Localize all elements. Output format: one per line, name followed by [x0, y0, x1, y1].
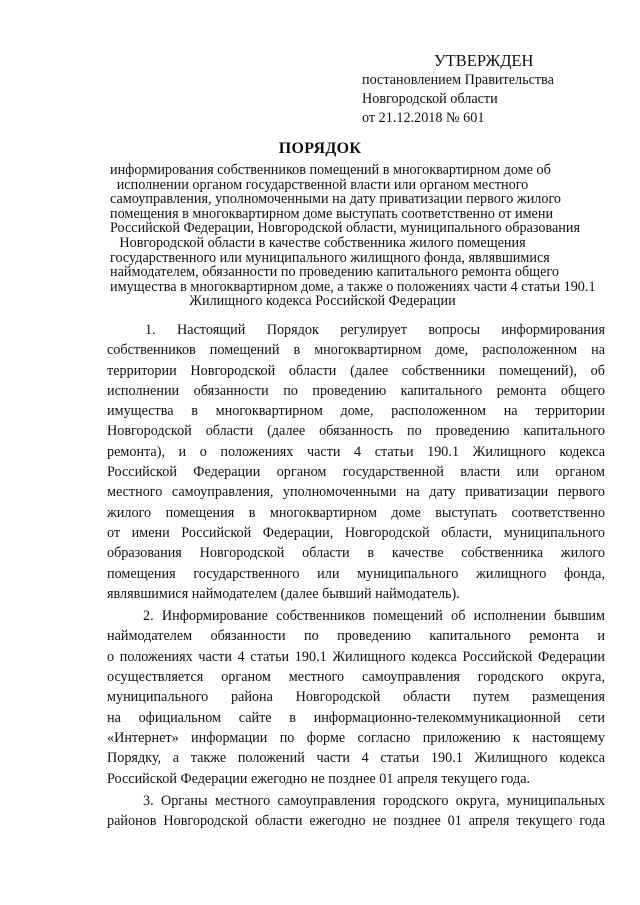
text-line: образования Новгородской области в качестве собственника жилого [107, 545, 605, 562]
text-line: помещения государственного или муниципального жилищного фонда, [107, 565, 605, 582]
text-line: 1. Настоящий Порядок регулирует вопросы информирования [145, 322, 605, 338]
document-body [107, 320, 605, 831]
document-subtitle [110, 162, 596, 310]
text-line: собственников помещений в многоквартирном доме, расположенном на [107, 342, 605, 359]
approval-line: постановлением Правительства [362, 72, 554, 88]
subtitle-line: Новгородской области в качестве собственника жилого помещения [119, 234, 526, 251]
text-line: Порядку, а также положений части 4 статьи 190.1 Жилищного кодекса [107, 750, 605, 767]
text-line: территории Новгородской области (далее собственники помещений), об [107, 362, 605, 379]
text-line: районов Новгородской области ежегодно не позднее 01 апреля текущего года [107, 813, 605, 830]
text-line: осуществляется органом местного самоуправления городского округа, [107, 669, 605, 686]
paragraph-3 [107, 791, 605, 832]
text-line: ремонта), и о положениях части 4 статьи 190.1 Жилищного кодекса [107, 443, 605, 460]
subtitle-line: исполнении органом государственной власти или органом местного [116, 176, 529, 193]
paragraph-2 [107, 606, 605, 789]
text-line: имущества в многоквартирном доме, расположенном на территории [107, 403, 605, 420]
approval-stamp [362, 50, 612, 128]
text-line: местного самоуправления, уполномоченными на дату приватизации первого [107, 484, 605, 501]
text-line: исполнении обязанности по проведению капитального ремонта общего [107, 382, 605, 399]
subtitle-line: имущества в многоквартирном доме, а также о положениях части 4 статьи 190.1 [110, 278, 596, 295]
approval-title: УТВЕРЖДЕН [434, 51, 534, 70]
text-line: 2. Информирование собственников помещений об исполнении бывшим [143, 608, 605, 625]
text-line: наймодателем обязанности по проведению капитального ремонта и [107, 628, 605, 645]
text-line: Российской Федерации ежегодно не позднее 01 апреля текущего года. [107, 770, 531, 787]
text-line: «Интернет» информации по форме согласно приложению к настоящему [107, 729, 605, 746]
text-line: 3. Органы местного самоуправления городского округа, муниципальных [143, 792, 605, 809]
text-line: муниципального района Новгородской области путем размещения [107, 689, 605, 706]
text-line: Российской Федерации органом государственной власти или органом [107, 464, 605, 481]
subtitle-line: информирования собственников помещений в многоквартирном доме об [110, 162, 551, 178]
subtitle-line: самоуправления, уполномоченными на дату приватизации первого жилого [110, 191, 562, 208]
approval-line: от 21.12.2018 № 601 [362, 110, 485, 126]
approval-line: Новгородской области [362, 91, 498, 107]
subtitle-line: Жилищного кодекса Российской Федерации [189, 293, 456, 310]
subtitle-line: наймодателем, обязанности по проведению капитального ремонта общего [110, 264, 559, 281]
subtitle-line: Российской Федерации, Новгородской области, муниципального образования [110, 220, 581, 237]
text-line: на официальном сайте в информационно-телекоммуникационной сети [107, 709, 605, 726]
text-line: являвшимися наймодателем (далее бывший наймодатель). [107, 585, 460, 602]
text-line: от имени Российской Федерации, Новгородской области, муниципального [107, 524, 605, 541]
text-line: жилого помещения в многоквартирном доме выступать соответственно [107, 504, 605, 521]
text-line: Новгородской области (далее обязанность по проведению капитального [107, 423, 605, 440]
text-line: о положениях части 4 статьи 190.1 Жилищного кодекса Российской Федерации [107, 648, 605, 665]
subtitle-line: помещения в многоквартирном доме выступать соответственно от имени [110, 205, 554, 222]
document-title: ПОРЯДОК [278, 140, 362, 157]
subtitle-line: государственного или муниципального жилищного фонда, являвшимися [110, 249, 550, 266]
paragraph-1 [107, 320, 605, 604]
